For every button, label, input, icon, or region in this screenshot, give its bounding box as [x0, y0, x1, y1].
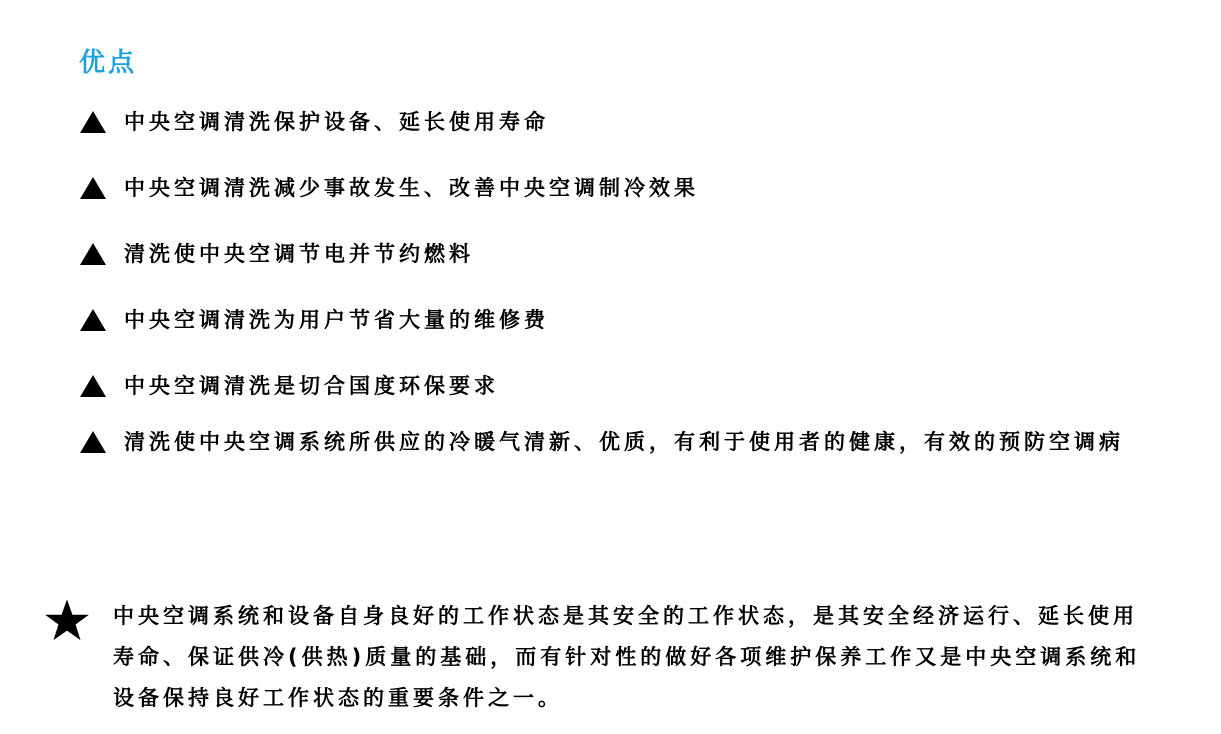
advantage-text: 中央空调清洗为用户节省大量的维修费 — [124, 308, 549, 332]
advantage-text: 清洗使中央空调系统所供应的冷暖气清新、优质，有利于使用者的健康，有效的预防空调病 — [124, 430, 1124, 454]
advantage-item — [79, 237, 1139, 272]
triangle-up-icon — [80, 177, 106, 199]
advantage-item — [79, 369, 1139, 404]
advantage-text: 中央空调清洗是切合国度环保要求 — [124, 374, 499, 398]
triangle-up-icon — [80, 309, 106, 331]
advantage-item — [79, 425, 1139, 460]
section-heading: 优点 — [79, 48, 138, 78]
star-icon — [44, 598, 90, 644]
advantage-text: 清洗使中央空调节电并节约燃料 — [124, 242, 474, 266]
advantage-item — [79, 171, 1139, 206]
advantage-text: 中央空调清洗保护设备、延长使用寿命 — [124, 110, 549, 134]
summary-note-text: 中央空调系统和设备自身良好的工作状态是其安全的工作状态，是其安全经济运行、延长使用寿命、保证供冷(供热)质量的基础，而有针对性的做好各项维护保养工作又是中央空调系统和设备保持良好工作状态的重要条件之一。 — [113, 604, 1141, 710]
triangle-up-icon — [80, 111, 106, 133]
advantage-text: 中央空调清洗减少事故发生、改善中央空调制冷效果 — [124, 176, 699, 200]
triangle-up-icon — [80, 243, 106, 265]
advantage-item — [79, 303, 1139, 338]
triangle-up-icon — [80, 431, 106, 453]
triangle-up-icon — [80, 375, 106, 397]
advantage-item — [79, 105, 1139, 140]
summary-note — [44, 596, 1154, 719]
